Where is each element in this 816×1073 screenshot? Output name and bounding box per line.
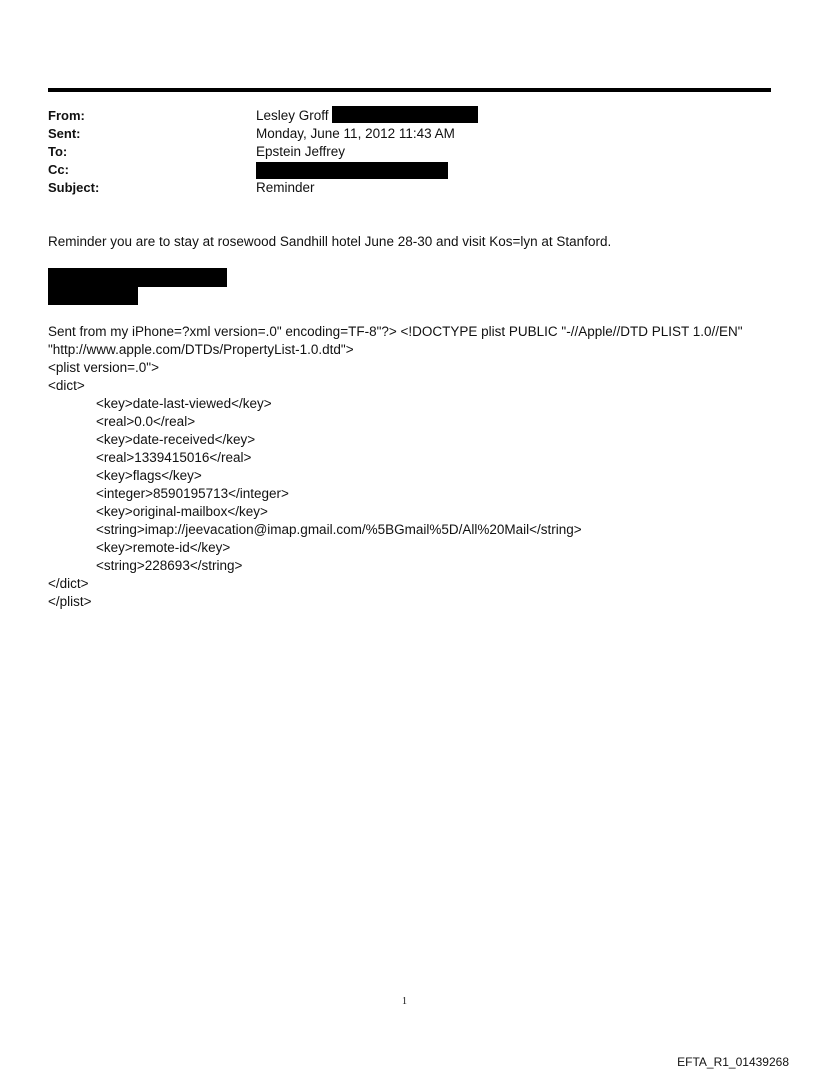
plist-line: <plist version=.0">: [48, 360, 159, 375]
plist-line: <string>228693</string>: [96, 558, 243, 573]
redaction-signature-line1: [48, 268, 227, 287]
redaction-from-email: [332, 106, 478, 123]
sent-label: Sent:: [48, 126, 81, 141]
cc-label: Cc:: [48, 162, 69, 177]
plist-line: <key>date-last-viewed</key>: [96, 396, 272, 411]
plist-line: </plist>: [48, 594, 92, 609]
subject-value: Reminder: [256, 180, 315, 195]
to-label: To:: [48, 144, 68, 159]
plist-line: <real>0.0</real>: [96, 414, 196, 429]
plist-line: <key>date-received</key>: [96, 432, 256, 447]
bates-number: EFTA_R1_01439268: [677, 1055, 789, 1069]
plist-line: <key>flags</key>: [96, 468, 202, 483]
header-rule: [48, 88, 771, 92]
plist-line: "http://www.apple.com/DTDs/PropertyList-1.0.dtd">: [48, 342, 354, 357]
plist-line: <integer>8590195713</integer>: [96, 486, 289, 501]
to-value: Epstein Jeffrey: [256, 144, 346, 159]
plist-line: <real>1339415016</real>: [96, 450, 252, 465]
plist-line: <key>original-mailbox</key>: [96, 504, 268, 519]
plist-line: <string>imap://jeevacation@imap.gmail.com/%5BGmail%5D/All%20Mail</string>: [96, 522, 582, 537]
message-text: Reminder you are to stay at rosewood Sandhill hotel June 28-30 and visit Kos=lyn at Stanford.: [48, 234, 612, 249]
plist-line: Sent from my iPhone=?xml version=.0" encoding=TF-8"?> <!DOCTYPE plist PUBLIC "-//Apple//DTD PLIST 1.0//EN": [48, 324, 743, 339]
plist-line: <dict>: [48, 378, 85, 393]
page-number: 1: [402, 996, 407, 1007]
redaction-signature-line2: [48, 286, 138, 305]
plist-line: </dict>: [48, 576, 89, 591]
redaction-cc: [256, 162, 448, 179]
from-value: Lesley Groff: [256, 108, 329, 123]
sent-value: Monday, June 11, 2012 11:43 AM: [256, 126, 455, 141]
subject-label: Subject:: [48, 180, 100, 195]
plist-line: <key>remote-id</key>: [96, 540, 231, 555]
from-label: From:: [48, 108, 85, 123]
